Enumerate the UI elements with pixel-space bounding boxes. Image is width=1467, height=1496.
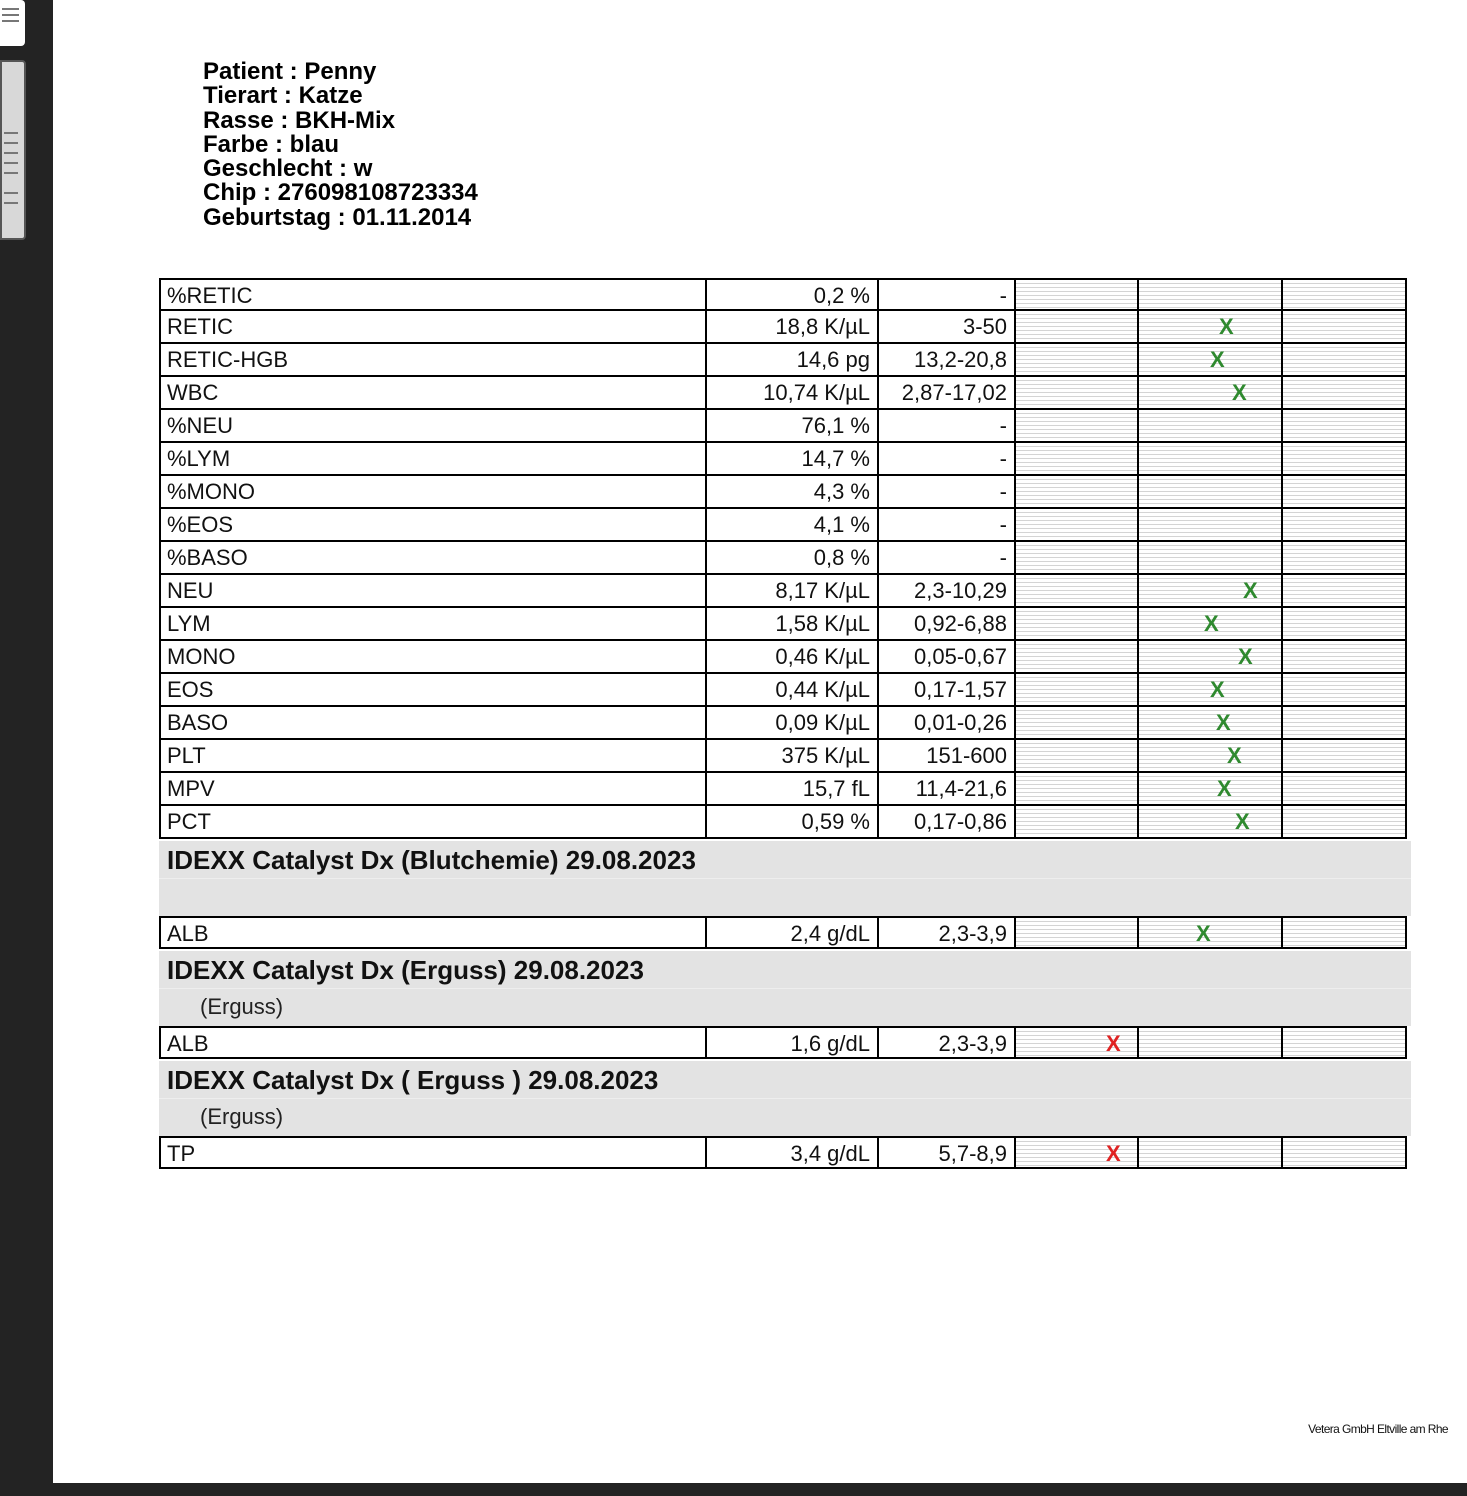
indicator-cell-1: [1016, 916, 1139, 949]
reference-range: -: [879, 410, 1016, 443]
in-range-mark: X: [1217, 776, 1232, 801]
table-row: [159, 377, 1409, 410]
parameter-name: NEU: [159, 575, 707, 608]
patient-species: Tierart : Katze: [203, 82, 363, 110]
indicator-cell-2: [1139, 1136, 1283, 1169]
in-range-mark: X: [1216, 710, 1231, 735]
indicator-cell-1: [1016, 575, 1139, 608]
parameter-name: %LYM: [159, 443, 707, 476]
patient-info: [203, 60, 478, 230]
table-row: [159, 509, 1409, 542]
parameter-value: 10,74 K/µL: [707, 377, 879, 410]
indicator-cell-2: [1139, 377, 1283, 410]
page-thumbnail-2[interactable]: [0, 60, 26, 240]
reference-range: 13,2-20,8: [879, 344, 1016, 377]
parameter-name: BASO: [159, 707, 707, 740]
out-of-range-mark: X: [1106, 1031, 1121, 1056]
patient-breed: Rasse : BKH-Mix: [203, 106, 396, 134]
patient-name: Patient : Penny: [203, 58, 377, 85]
viewer-bottom-bar: [53, 1483, 1467, 1496]
parameter-value: 3,4 g/dL: [707, 1136, 879, 1169]
reference-range: 0,17-1,57: [879, 674, 1016, 707]
indicator-cell-3: [1283, 575, 1407, 608]
reference-range: -: [879, 443, 1016, 476]
in-range-mark: X: [1227, 743, 1242, 768]
indicator-cell-3: [1283, 773, 1407, 806]
parameter-value: 76,1 %: [707, 410, 879, 443]
table-row: [159, 278, 1409, 311]
indicator-cell-3: [1283, 509, 1407, 542]
indicator-cell-1: [1016, 443, 1139, 476]
table-row: [159, 641, 1409, 674]
in-range-mark: X: [1219, 314, 1234, 339]
in-range-mark: X: [1235, 809, 1250, 834]
section-table: [159, 1026, 1409, 1059]
parameter-value: 14,6 pg: [707, 344, 879, 377]
indicator-cell-1: [1016, 1026, 1139, 1059]
parameter-name: ALB: [159, 1026, 707, 1059]
indicator-cell-1: [1016, 509, 1139, 542]
in-range-mark: X: [1204, 611, 1219, 636]
parameter-name: PLT: [159, 740, 707, 773]
parameter-name: LYM: [159, 608, 707, 641]
section-title: IDEXX Catalyst Dx (Blutchemie) 29.08.2023: [167, 845, 696, 875]
in-range-mark: X: [1243, 578, 1258, 603]
table-row: [159, 1026, 1409, 1059]
indicator-cell-2: [1139, 443, 1283, 476]
indicator-cell-3: [1283, 443, 1407, 476]
indicator-cell-3: [1283, 476, 1407, 509]
hematology-table: [159, 278, 1409, 839]
indicator-cell-2: [1139, 773, 1283, 806]
section-header: [159, 841, 1411, 916]
section-header: [159, 951, 1411, 1026]
reference-range: 2,3-3,9: [879, 916, 1016, 949]
indicator-cell-3: [1283, 806, 1407, 839]
indicator-cell-1: [1016, 476, 1139, 509]
section-header: [159, 1061, 1411, 1136]
indicator-cell-2: [1139, 278, 1283, 311]
parameter-value: 0,44 K/µL: [707, 674, 879, 707]
parameter-name: RETIC-HGB: [159, 344, 707, 377]
indicator-cell-3: [1283, 344, 1407, 377]
parameter-name: %BASO: [159, 542, 707, 575]
indicator-cell-2: [1139, 707, 1283, 740]
indicator-cell-3: [1283, 1136, 1407, 1169]
parameter-name: %NEU: [159, 410, 707, 443]
indicator-cell-2: [1139, 311, 1283, 344]
in-range-mark: X: [1210, 347, 1225, 372]
in-range-mark: X: [1196, 921, 1211, 946]
parameter-value: 14,7 %: [707, 443, 879, 476]
indicator-cell-3: [1283, 608, 1407, 641]
indicator-cell-1: [1016, 278, 1139, 311]
reference-range: -: [879, 542, 1016, 575]
indicator-cell-1: [1016, 707, 1139, 740]
in-range-mark: X: [1238, 644, 1253, 669]
indicator-cell-1: [1016, 740, 1139, 773]
indicator-cell-2: [1139, 476, 1283, 509]
section-title: IDEXX Catalyst Dx (Erguss) 29.08.2023: [167, 955, 644, 985]
indicator-cell-1: [1016, 410, 1139, 443]
indicator-cell-1: [1016, 311, 1139, 344]
table-row: [159, 410, 1409, 443]
parameter-value: 15,7 fL: [707, 773, 879, 806]
parameter-value: 2,4 g/dL: [707, 916, 879, 949]
indicator-cell-2: [1139, 575, 1283, 608]
page-thumbnail-strip: [0, 0, 53, 1496]
in-range-mark: X: [1232, 380, 1247, 405]
reference-range: 2,87-17,02: [879, 377, 1016, 410]
reference-range: 3-50: [879, 311, 1016, 344]
reference-range: 11,4-21,6: [879, 773, 1016, 806]
parameter-value: 4,3 %: [707, 476, 879, 509]
indicator-cell-1: [1016, 806, 1139, 839]
indicator-cell-2: [1139, 410, 1283, 443]
indicator-cell-1: [1016, 377, 1139, 410]
patient-birthday: Geburtstag : 01.11.2014: [203, 203, 472, 231]
indicator-cell-2: [1139, 806, 1283, 839]
table-row: [159, 311, 1409, 344]
indicator-cell-3: [1283, 377, 1407, 410]
indicator-cell-2: [1139, 674, 1283, 707]
reference-range: 2,3-10,29: [879, 575, 1016, 608]
indicator-cell-3: [1283, 1026, 1407, 1059]
parameter-value: 0,46 K/µL: [707, 641, 879, 674]
indicator-cell-3: [1283, 278, 1407, 311]
indicator-cell-3: [1283, 641, 1407, 674]
parameter-name: %RETIC: [159, 278, 707, 311]
parameter-value: 18,8 K/µL: [707, 311, 879, 344]
patient-chip: Chip : 276098108723334: [203, 179, 478, 207]
section-table: [159, 916, 1409, 949]
table-row: [159, 773, 1409, 806]
parameter-name: ALB: [159, 916, 707, 949]
indicator-cell-2: [1139, 641, 1283, 674]
table-row: [159, 575, 1409, 608]
table-row: [159, 476, 1409, 509]
section-title: IDEXX Catalyst Dx ( Erguss ) 29.08.2023: [167, 1065, 659, 1095]
indicator-cell-3: [1283, 916, 1407, 949]
section-subtitle: (Erguss): [200, 994, 284, 1019]
parameter-value: 0,09 K/µL: [707, 707, 879, 740]
parameter-value: 0,59 %: [707, 806, 879, 839]
parameter-name: %MONO: [159, 476, 707, 509]
indicator-cell-2: [1139, 916, 1283, 949]
indicator-cell-1: [1016, 608, 1139, 641]
indicator-cell-3: [1283, 674, 1407, 707]
footer-company: Vetera GmbH Eltville am Rhe: [1308, 1422, 1448, 1436]
indicator-cell-1: [1016, 674, 1139, 707]
parameter-name: MPV: [159, 773, 707, 806]
reference-range: 151-600: [879, 740, 1016, 773]
table-row: [159, 707, 1409, 740]
reference-range: -: [879, 278, 1016, 311]
parameter-value: 1,58 K/µL: [707, 608, 879, 641]
indicator-cell-2: [1139, 344, 1283, 377]
table-row: [159, 740, 1409, 773]
indicator-cell-3: [1283, 707, 1407, 740]
parameter-value: 8,17 K/µL: [707, 575, 879, 608]
section-table: [159, 1136, 1409, 1169]
parameter-value: 375 K/µL: [707, 740, 879, 773]
reference-range: 0,01-0,26: [879, 707, 1016, 740]
parameter-value: 4,1 %: [707, 509, 879, 542]
in-range-mark: X: [1210, 677, 1225, 702]
reference-range: 5,7-8,9: [879, 1136, 1016, 1169]
table-row: [159, 443, 1409, 476]
reference-range: -: [879, 509, 1016, 542]
reference-range: 0,05-0,67: [879, 641, 1016, 674]
page-thumbnail-1[interactable]: [0, 0, 25, 46]
parameter-value: 1,6 g/dL: [707, 1026, 879, 1059]
reference-range: 2,3-3,9: [879, 1026, 1016, 1059]
parameter-name: WBC: [159, 377, 707, 410]
parameter-name: TP: [159, 1136, 707, 1169]
parameter-value: 0,2 %: [707, 278, 879, 311]
parameter-name: EOS: [159, 674, 707, 707]
parameter-name: %EOS: [159, 509, 707, 542]
table-row: [159, 916, 1409, 949]
indicator-cell-2: [1139, 1026, 1283, 1059]
indicator-cell-1: [1016, 1136, 1139, 1169]
table-row: [159, 344, 1409, 377]
table-row: [159, 806, 1409, 839]
table-row: [159, 674, 1409, 707]
indicator-cell-1: [1016, 773, 1139, 806]
reference-range: 0,17-0,86: [879, 806, 1016, 839]
indicator-cell-1: [1016, 344, 1139, 377]
reference-range: -: [879, 476, 1016, 509]
indicator-cell-2: [1139, 740, 1283, 773]
indicator-cell-3: [1283, 410, 1407, 443]
patient-color: Farbe : blau: [203, 130, 340, 158]
table-row: [159, 1136, 1409, 1169]
parameter-name: RETIC: [159, 311, 707, 344]
indicator-cell-2: [1139, 608, 1283, 641]
parameter-name: MONO: [159, 641, 707, 674]
indicator-cell-1: [1016, 542, 1139, 575]
out-of-range-mark: X: [1106, 1141, 1121, 1166]
indicator-cell-3: [1283, 740, 1407, 773]
indicator-cell-3: [1283, 311, 1407, 344]
parameter-name: PCT: [159, 806, 707, 839]
parameter-value: 0,8 %: [707, 542, 879, 575]
indicator-cell-2: [1139, 542, 1283, 575]
table-row: [159, 608, 1409, 641]
reference-range: 0,92-6,88: [879, 608, 1016, 641]
indicator-cell-2: [1139, 509, 1283, 542]
indicator-cell-1: [1016, 641, 1139, 674]
table-row: [159, 542, 1409, 575]
section-subtitle: (Erguss): [200, 1104, 284, 1129]
patient-sex: Geschlecht : w: [203, 155, 373, 183]
document-page: [53, 0, 1467, 1483]
indicator-cell-3: [1283, 542, 1407, 575]
